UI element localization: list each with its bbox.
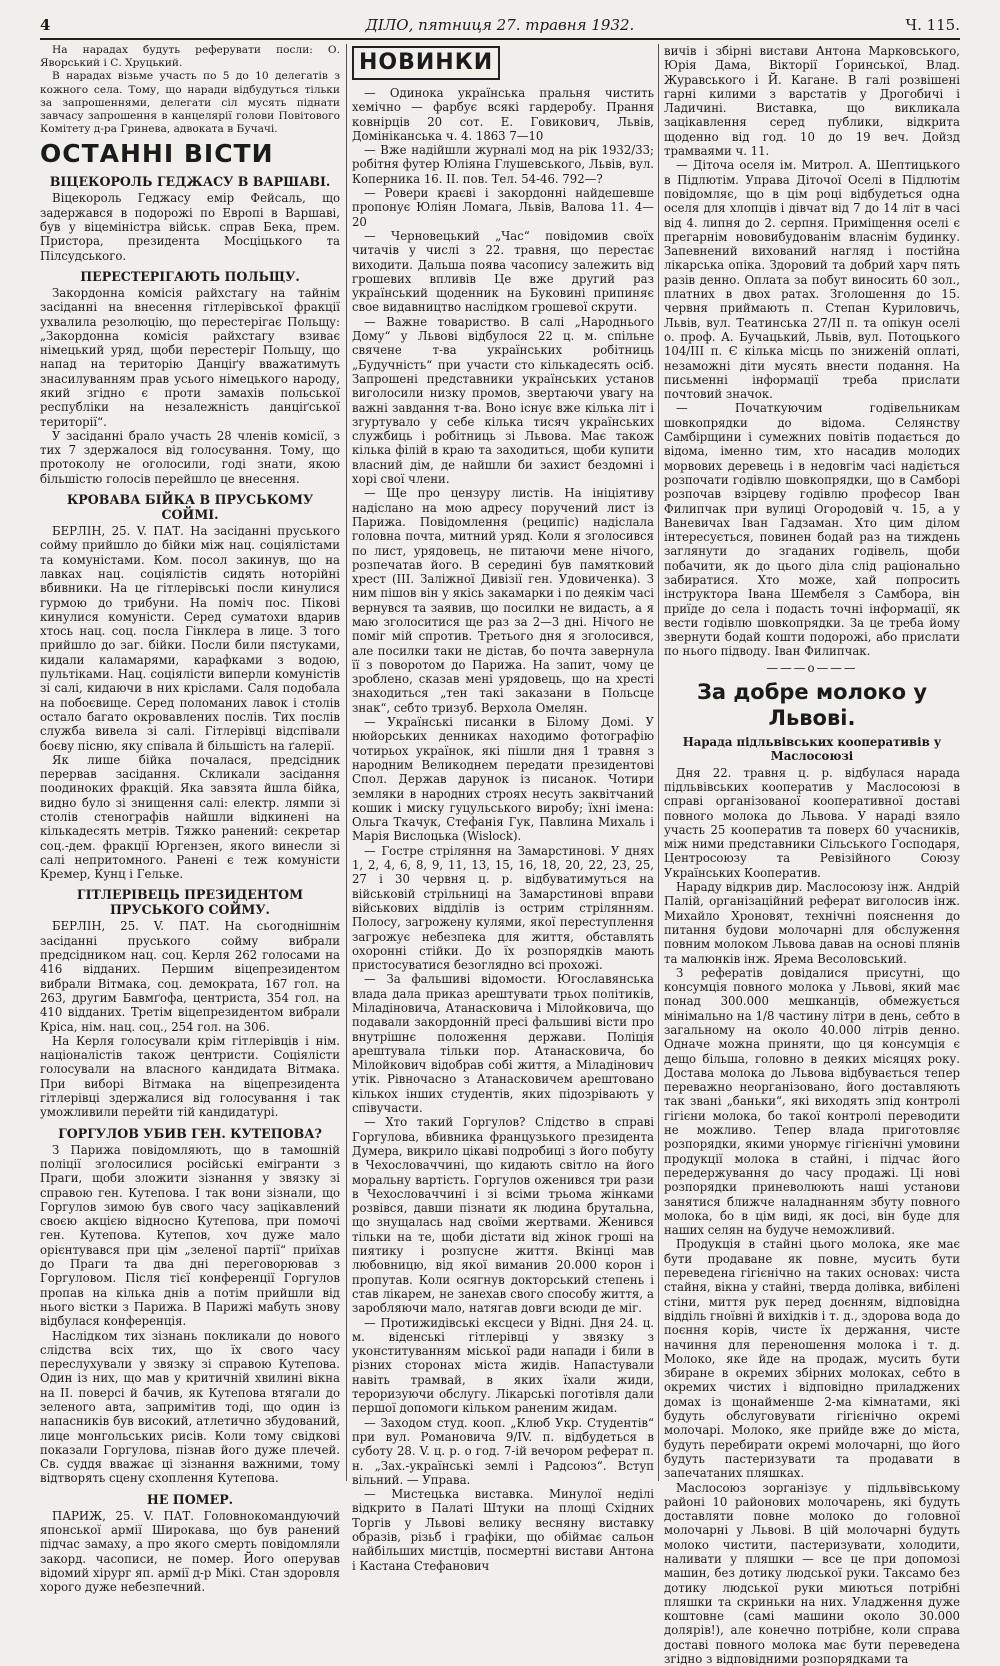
news-item: — Ровери краєві і закордонні найдешевше пропонує Юліян Ломага, Львів, Валова 11. 4—20 <box>352 186 654 229</box>
column-rule <box>346 44 347 1481</box>
article-paragraph: БЕРЛІН, 25. V. ПАТ. На засіданні пруського сойму прийшло до бійки між нац. соціялістами та комуністами. Ком. посол закинув, що на лавках нац. соціялістів сидять нотoрійні вбивники. На це гітлерівські посли кинулися гурмою до трибуни. На поміч пос. Піковi кинулися комуністи. Серед суматохи вдарив хтось нац. соц. посла Гінклера в лице. З того прийшло до заг. бійки. Посли били пястуками, кидали каламарями, карафками з водою, пультiками. Нац. соціялісти виперли комуністів зі салі, кидаючи в них кріслами. Саля подобала на побоєвище. Серед поломаних лавок і столів остало багато окровавлених послів. Тих послів служба вивела зі салі. Гітлерівці відспівали боєву пісню, яку співала й більшість на ґалерії. <box>40 524 340 753</box>
news-item: — Протижидівські ексцеси у Відні. Дня 24. ц. м. віденські гітлерівці у звязку з уконституванням міської ради напади і били в різних сторонах міста жидів. Напастували навіть трамвай, в яких їхали жиди, тероризуючи обслугу. Лікарські поготівля дали першої допомоги кільком раненим жидам. <box>352 1316 654 1416</box>
article-paragraph: Дня 22. травня ц. р. відбулася нарада підльвівських кооператив у Маслосоюзі в справі організованої кооперативної доставі повного молока до Львова. У нараді взяло участь 25 кооператив та поверх 60 учасників, між ними представники Сільського Господаря, Центросоюзу та Ревізійного Союзу Українських Кооператив. <box>664 766 960 880</box>
news-item: — Мистецька виставка. Минулої неділі відкрито в Палаті Штуки на площі Східних Торгів у Львові велику весняну виставку образів, різьб і графіки, що обіймає сальон найбільших мистців, посмертні вистави Антона і Кастана Стефанович <box>352 1487 654 1573</box>
intro-paragraph: В нарадах візьме участь по 5 до 10 делегатів з кожного села. Тому, що наради відбудуться тільки за запрошеннями, делегати сіл мусять піднати завчасу запрошення в канцелярії голови Повітового Комітету д-ра Гринева, адвоката в Бучачі. <box>40 70 340 136</box>
separator-ornament: ———o——— <box>664 661 960 675</box>
article-paragraph: ПАРИЖ, 25. V. ПАТ. Головнокомандуючий японської армії Широкава, що був ранений підчас замаху, а про якого смерть повідомляли закорд. часописи, не помер. Його оперував відомий хірург яп. армії д-р Мікі. Стан здоровля хорого дуже небезпечний. <box>40 1509 340 1595</box>
news-item: — Черновецький „Час“ повідомив своїх читачів у числі з 22. травня, що перестає виходити. Дальша поява часопису залежить від грошевих впливів Це вже другий раз український щоденник на Буковині припиняє свое видавництво наслідком грошевої скрути. <box>352 229 654 315</box>
article-paragraph: Віцекороль Геджасу емір Фейсаль, що задержався в подорожі по Европі в Варшаві, був у віцеміністра військ. справ Бека, прем. Пристора, президента Мосціцького та Пілсудського. <box>40 191 340 262</box>
article-paragraph: Продукція в стайні цього молока, яке має бути продаване як повне, мусить бути переведена гігієнічно на таких основах: чиста стайня, вікна у стайні, тверда долівка, вибілені стіни, миття рук перед доєнням, відповідна відділь гноївні й вихідків і т. д., здорова вода до поєння корів, чисте їх держання, чисте начиння для переношення молока і т. д. Молоко, яке йде на продаж, мусить бути збиране в окремих збірних молоках, себто в окремих чистих і відповідно приладжених домах із щонайменше 2-ма кімнатами, які будуть обслуговувати гігієнічно окремі молочарі. Молоко, яке прийде вже до міста, будуть перебирати окремі молочарні, що його будуть пастеризувати та продавати в запечатаних пляшках. <box>664 1237 960 1480</box>
article-paragraph: БЕРЛІН, 25. V. ПАТ. На сьогоднішнім засіданні пруського сойму вибрали предсідником нац. соц. Керля 262 голосами на 416 відданих. Першим віцепрезидентом вибрали Вітмака, соц. демократа, 167 гол. на 263, другим Бавмґофа, центриста, 354 гол. на 410 відданих. Третім віцепрезидентом вибрали Кріса, нім. нац. соц., 254 гол. на 306. <box>40 919 340 1033</box>
article-headline: ПЕРЕСТЕРІГАЮТЬ ПОЛЬЩУ. <box>40 269 340 284</box>
news-item: — Хто такий Горгулов? Слідство в справі Горгулова, вбивника французького президента Думера, викрило цікаві подробиці з його побуту в Чехословаччині, що кидають світло на його моральну вартість. Горгулов оженився три рази в Чехословаччині і зі всіми трьома жінками розвівся, давши пізнати як людина брутальна, що знущалась над своїми жертвами. Женився тільки на те, щоби дістати від жінок гроші на пиятику і розпусне життя. Вкінці мав любовницю, від якої виманив 20.000 корон і пропутав. Коли осягнув докторський степень і став лікарем, не занехав свого способу життя, а заробляючи мало, натягав довги всюди де міг. <box>352 1115 654 1315</box>
news-item: — Важне товариство. В салі „Народнього Дому“ у Львові відбулося 22 ц. м. спільне свячене т-ва українських робітниць „Будучність“ при участи сто кількадесять осіб. Запрошені представники українських установ виголосили низку промов, звертаючи увагу на важні завдання т-ва. Воно існує вже кілька літ і згуртувало у себе кілька тисяч українських службиць і робітниць зі Львова. Має також кілька філій в краю та заходиться, щоби купити власний дім, де найшли би захист бездомні і хорі свої члени. <box>352 315 654 487</box>
intro-paragraph: На нарадах будуть реферувати посли: О. Яворський і С. Хруцький. <box>40 44 340 70</box>
news-item: — Одинока українська пральня чистить хемічно — фарбує всякі гардеробу. Прання ковнірців 20 сот. Е. Говикович, Львів, Домініканська ч. 4. 1863 7—10 <box>352 86 654 143</box>
article-paragraph: Як лише бійка почалася, предсідник перервав засідання. Скликали засідання поодиноких фракцій. Яка завзята йшла бійка, видно було зі знищення салі: електр. лямпи зі столів стенографів найшли відкинені на кількадесять метрів. Тяжко ранений: секретар соц.-дем. фракції Юргензен, якого винесли зі салі непритомного. Ранені є теж комуністи Кремер, Кунц і Гельке. <box>40 753 340 882</box>
news-item: — Гостре стріляння на Замарстинові. У днях 1, 2, 4, 6, 8, 9, 11, 13, 15, 16, 18, 20, 22, 23, 25, 27 і 30 червня ц. р. відбуватимуться на військовій стрільниці на Замарстинові вправи військових відділів із острим стрілянням. Полосу, загрожену кулями, якої переступлення загрожує небезпека для життя, обставлять охоронні стійки. До їх розпорядків мають пристосуватися безоглядно всі прохожі. <box>352 844 654 973</box>
article-paragraph: У засіданні брало участь 28 членів комісії, з тих 7 здержалося від голосування. Тому, що протоколу не оголосили, годі знати, якою більшістю голосів перейшло це внесення. <box>40 429 340 486</box>
news-item: — Діточа оселя ім. Митрол. А. Шептицького в Підлютім. Управа Діточої Оселі в Підлютім повідомляє, що в цім році відбудеться одна оселя для хлопців і дівчат від 7 до 14 літ в часі від 4. липня до 2. серпня. Приміщення оселі є прегарнім нововибудованім власнім будинку. Запевнений вихований нагляд і постійна лікарська опіка. Здоровий та добрий харч пять разів денно. Оплата за побут виносить 60 зол., платних в двох ратах. Зголошення до 15. червня приймають п. Степан Куриловичь, Львів, вул. Театинська 27/II п. та опікун оселі о. проф. А. Бучацький, Львів, вул. Потоцького 104/III п. Є кілька місць по зниженій оплаті, незаможні діти мусять внести подання. На письменні інформації треба прислати почтовий значок. <box>664 158 960 401</box>
article-paragraph: На Керля голосували крім гітлерівців і нім. націоналістів також центристи. Соціялісти голосували на власного кандидата Вітмака. При виборі Вітмака на віцепрезидента гітлерівці здержалися від голосування і так уможливили перейти тій кандидатурі. <box>40 1034 340 1120</box>
news-item: — За фальшиві відомости. Югославянська влада дала приказ арештувати трьох політиків, Міладіновича, Атанасковича і Мілойковича, що подавали закордонній пресі фальшиві вісти про внутрішнє положення держави. Поліція арештувала тільки пор. Атанасковича, бо Мілойкович відобрав собі життя, а Міладінович утік. Рівночасно з Атанасковичем арештовано кількох інших студентів, яких підозрівають у співучасти. <box>352 972 654 1115</box>
news-item: вичів і збірні вистави Антона Марковського, Юрія Дама, Вікторії Ґоринської, Влад. Журавського і Й. Кагане. В галі розвішені гарні килими з варстатів у Дрогобичі і Ладичині. Виставка, що викликала зацікавлення серед публики, відкрита щоденно від год. 10 до 19 веч. Дойзд трамваями ч. 11. <box>664 44 960 158</box>
news-item: — Початкуючим годівельникам шовкопрядки до відома. Селянству Самбірщини і сумежних повітів подається до відома, іменно тим, хто насадив молодих морвових деревець і в недовгім часі надіється розпочати годівлю шовкопрядки, що в Самборі розпочав взірцеву годівлю професор Іван Филипчак при вулиці Огородовій ч. 15, а у Ваневичах Іван Гадзаман. Хто цим ділом інтересується, повинен бодай раз на тиждень заглянути до згаданих годівель, щоби побачити, як до цього діла слід раціонально забиратися. Хто може, хай попросить інструктора Івана Шембеля з Самбора, він приїде до села і подасть точні інформації, як вести годівлю шовкопрядки. За це треба йому звернути бодай кошти подорожі, або прислати по нього підводу. Іван Филипчак. <box>664 401 960 658</box>
column-3 <box>664 44 960 1481</box>
article-headline: НЕ ПОМЕР. <box>40 1492 340 1507</box>
article-paragraph: З Парижа повідомляють, що в тамошній поліції зголосилися російські емігранти з Праги, щоби зложити зізнання у звязку зі справою ген. Кутепова. І так вони зізнали, що Горгулов зимою був свого часу зацікавлений своєю акцією відносно Кутепова, при помочі ген. Кутепова. Кутепов, хоч дуже мало орієнтувався при цім „зеленої партії“ приїхав до Праги та два дні переговорював з Горгуловом. Після тієї конференції Горгулов пропав на кілька днів а потім прийшли від нього вістки з Парижа. В Парижі мабуть знову відбулася конференція. <box>40 1143 340 1329</box>
article-headline: ВІЦЕКОРОЛЬ ГЕДЖАСУ В ВАРШАВІ. <box>40 174 340 189</box>
news-item: — Ще про цензуру листів. На ініціятиву надіслано на мою адресу поручений лист із Парижа. Повідомлення (реципіс) надіслала головна почта, митний уряд. Коли я зголосився по лист, урядовець, не питаючи мене нічого, розпечатав його. В середині був памятковий хрест (III. Заліжної Дивізії ген. Удовиченка). З ним пішов він у якісь закамарки і по деякім часі вернувся та заявив, що посилки не видасть, а я маю зголоситися ще раз за 2—3 дні. Нічого не поміг мій спротив. Третього дня я зголосився, але посилки таки не дістав, бо почта завернула її з поворотом до Парижа. На запит, чому це зроблено, сказав мені урядовець, що на хресті знаходиться „тен такі заказани в Польсце знак“, себто тризуб. Верхола Омелян. <box>352 486 654 715</box>
article-subtitle: Нарада підльвівських кооперативів у Маслосоюзі <box>664 735 960 764</box>
article-paragraph: Нараду відкрив дир. Маслосоюзу інж. Андрій Палій, організаційний реферат виголосив інж. Михайло Хроновят, технічні пояснення до питання будови молочарні для обслуження повним молоком Львова давав на основі плянів та малюнків інж. Ярема Весоловський. <box>664 880 960 966</box>
column-rule <box>658 44 659 1481</box>
article-title: За добре молоко у Львові. <box>664 679 960 731</box>
article-headline: КРОВАВА БІЙКА В ПРУСЬКОМУ СОЙМІ. <box>40 492 340 522</box>
column-1 <box>40 44 340 1481</box>
page-header <box>40 12 960 40</box>
news-item: — Заходом студ. кооп. „Клюб Укр. Студентів“ при вул. Романовича 9/IV. п. відбудеться в суботу 28. V. ц. р. о год. 7-ій вечором реферат п. н. „Зах.-українські землі і Радсоюз“. Вступ вільний. — Управа. <box>352 1416 654 1487</box>
article-headline: ГОРГУЛОВ УБИВ ГЕН. КУТЕПОВА? <box>40 1126 340 1141</box>
article-headline: ГІТЛЕРІВЕЦЬ ПРЕЗИДЕНТОМ ПРУСЬКОГО СОЙМУ. <box>40 887 340 917</box>
newspaper-title-date: ДІЛО, пятниця 27. травня 1932. <box>300 16 700 34</box>
article-paragraph: Закордонна комісія райхстагу на тайнім засіданні на внесення гітлерівської фракції ухвалила резолюцію, що перестерігає Польщу: „Закордонна комісія райхстагу взиває німецький уряд, щоби перестеріг Польщу, що напад на територію Данціґу вважатимуть знасилуванням прав усього німецького народу, який згідно є проти замахів польської республіки на незалежність данціґської території“. <box>40 286 340 429</box>
news-item: — Вже надійшли журналі мод на рік 1932/33; робітня футер Юліяна Глушевського, Львів, вул. Коперника 16. II. пов. Тел. 54-46. 792—? <box>352 143 654 186</box>
page-number: 4 <box>40 16 50 34</box>
issue-number: Ч. 115. <box>905 16 960 34</box>
section-title-news: НОВИНКИ <box>352 46 500 80</box>
news-item: — Українські писанки в Білому Домі. У нюйорських денниках находимо фотографію чотирьох українок, які пішли дня 1 травня з народним Великоднем передати президентові Спол. Держав дарунок із писанок. Чотири земляки в народних строях несуть заквітчаний кошик і миску гуцульського виробу; їхні імена: Ольга Ткачук, Стефанія Гук, Павлина Михаль і Марія Вислоцька (Wislock). <box>352 715 654 844</box>
article-paragraph: З рефератів довідалися присутні, що консумція повного молока у Львові, який має понад 300.000 мешканців, обмежується мінімально на 1/8 частину літри в день, себто в загальному на около 40.000 літрів денно. Одначе можна приняти, що ця консумція є дещо більша, головно в деяких місяцях року. Достава молока до Львова відбувається тепер переважно неорганізовано, його доставляють так звані „баньки“, які виходять зпід контролі гігієни молока, бо такої контролі переводити не можливо. Тепер влада приготовляє розпорядки, якими унормує гігієнічні умовини продукції молока в стайні, і підчас його передержування до часу продажі. Ці нові розпорядки приневолюють наші установи занятися ближче наладнанням збуту повного молока, бо в цім виді, як досі, він буде для наших селян на будуче неможливий. <box>664 966 960 1238</box>
article-paragraph: Маслосоюз зорганізує у підльвівському районі 10 районових молочарень, які будуть доставляти повне молоко до головної молочарні у Львові. В цій молочарні будуть молоко чистити, пастеризувати, холодити, наливати у пляшки — все це при допомозі машин, без дотику людської руки. Таксамо без дотику людської руки миються потрібні пляшки та скриньки на них. Уладження дуже коштовне (самі машини около 30.000 долярів!), але конечно потрібне, коли справа доставі повного молока має бути переведена згідно з відповідними розпорядками та <box>664 1481 960 1666</box>
article-paragraph: Наслідком тих зізнань покликали до нового слідства всіх тих, що їх свого часу переслухували у звязку зі справою Кутепова. Один із них, що мав у критичній хвилині вікна на II. поверсі й бачив, як Кутепова втягали до зеленого авта, запримітив тоді, що один із напасників був високий, атлетично збудований, лице монгольських рисів. Коли тому свідкові показали Горгулова, пізнав його дуже плечей. Св. суддя вважає ці зізнання важними, тому відтворять сцену схоплення Кутепова. <box>40 1329 340 1486</box>
section-title-latest-news: ОСТАННІ ВІСТИ <box>40 140 340 168</box>
column-2 <box>352 44 654 1481</box>
